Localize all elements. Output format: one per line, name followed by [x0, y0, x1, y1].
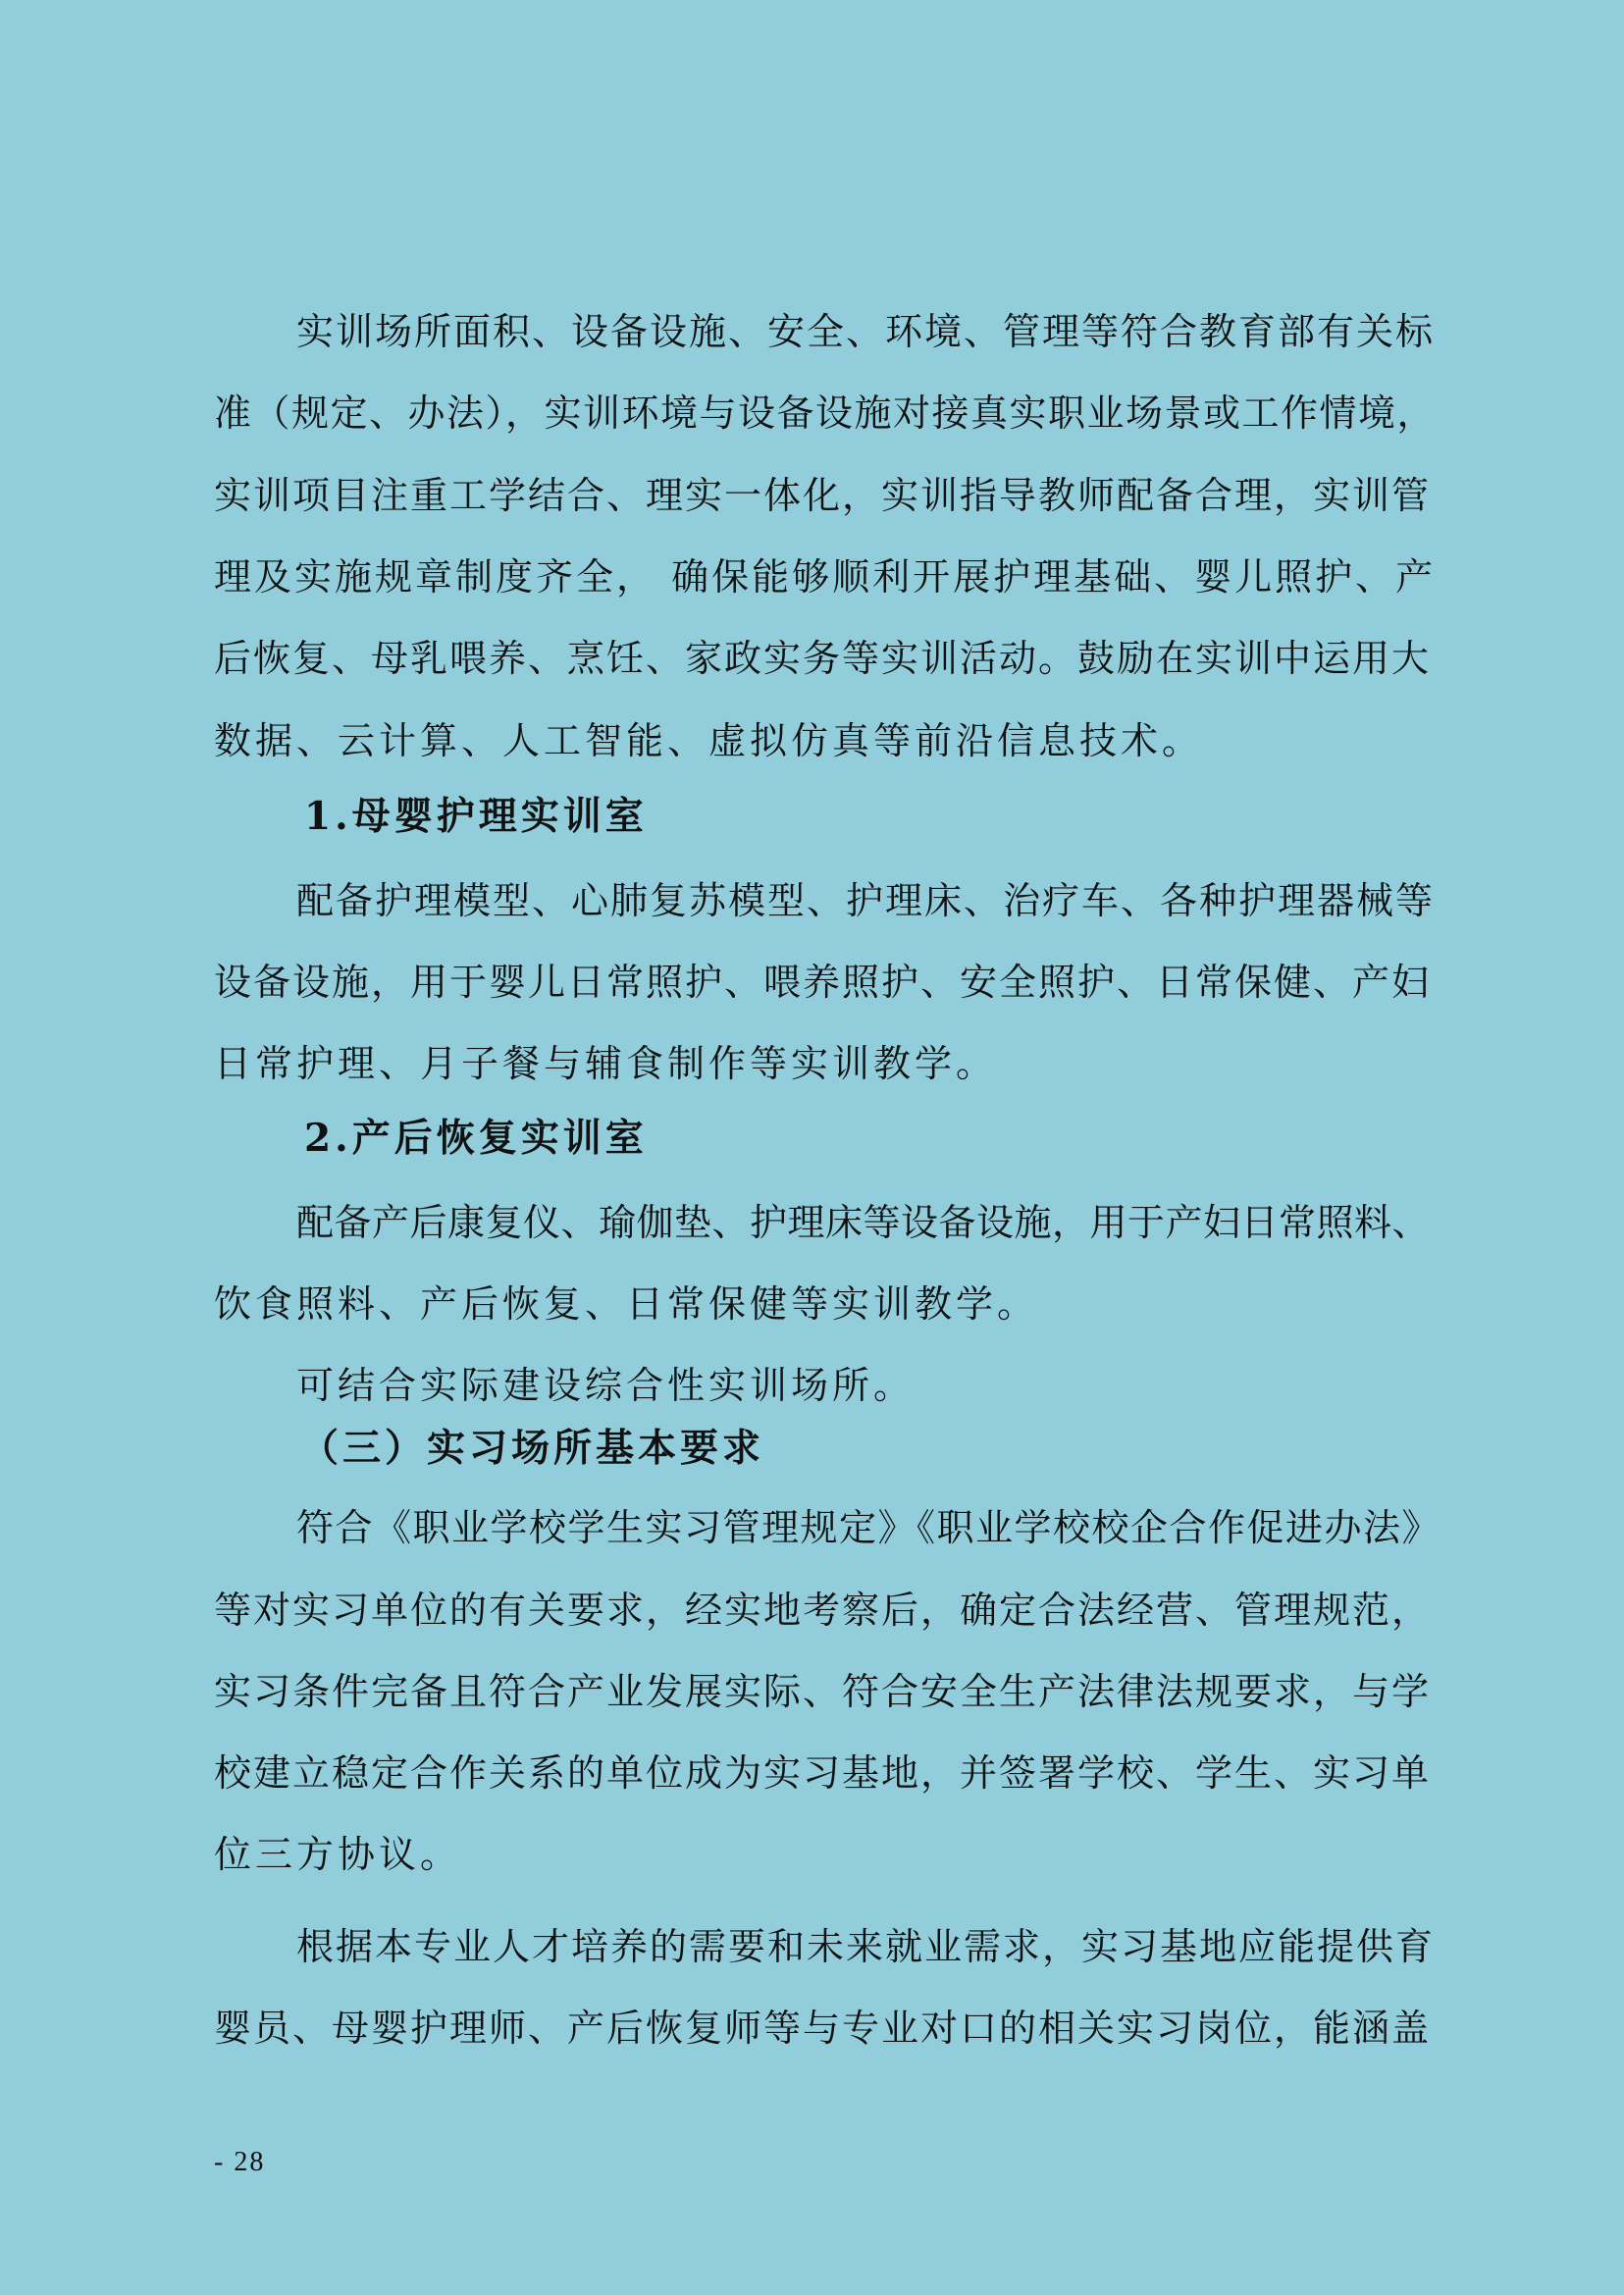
body-text-line: 配备产后康复仪、瑜伽垫、护理床等设备设施，用于产妇日常照料、 — [296, 1201, 1431, 1244]
body-text-line: 符合《职业学校学生实习管理规定》《职业学校校企合作促进办法》 — [296, 1506, 1441, 1549]
body-text-line: 饮食照料、产后恢复、日常保健等实训教学。 — [214, 1282, 1039, 1326]
body-text-line: 准（规定、办法），实训环境与设备设施对接真实职业场景或工作情境， — [214, 391, 1437, 435]
body-text-line: 实训场所面积、设备设施、安全、环境、管理等符合教育部有关标 — [296, 310, 1436, 353]
section-heading: 1.母婴护理实训室 — [304, 794, 648, 839]
body-text-line: 实习条件完备且符合产业发展实际、符合安全生产法律法规要求，与学 — [214, 1670, 1432, 1713]
body-text-line: 数据、云计算、人工智能、虚拟仿真等前沿信息技术。 — [214, 719, 1204, 762]
body-text-line: 后恢复、母乳喂养、烹饪、家政实务等实训活动。鼓励在实训中运用大 — [214, 637, 1432, 680]
body-text-line: 等对实习单位的有关要求，经实地考察后，确定合法经营、管理规范， — [214, 1589, 1432, 1632]
body-text-line: 配备护理模型、心肺复苏模型、护理床、治疗车、各种护理器械等 — [296, 879, 1436, 922]
body-text-line: 日常护理、月子餐与辅食制作等实训教学。 — [214, 1042, 998, 1085]
body-text-line: 位三方协议。 — [214, 1833, 462, 1876]
body-text-line: 可结合实际建设综合性实训场所。 — [296, 1364, 916, 1407]
section-heading: （三）实习场所基本要求 — [300, 1426, 765, 1471]
body-text-line: 校建立稳定合作关系的单位成为实习基地，并签署学校、学生、实习单 — [214, 1751, 1432, 1795]
body-text-line: 理及实施规章制度齐全， 确保能够顺利开展护理基础、婴儿照护、产 — [214, 555, 1437, 599]
body-text-line: 根据本专业人才培养的需要和未来就业需求，实习基地应能提供育 — [296, 1925, 1436, 1968]
page-number: - 28 — [214, 2147, 266, 2177]
body-text-line: 婴员、母婴护理师、产后恢复师等与专业对口的相关实习岗位，能涵盖 — [214, 2007, 1432, 2050]
section-heading: 2.产后恢复实训室 — [304, 1116, 648, 1161]
body-text-line: 实训项目注重工学结合、理实一体化，实训指导教师配备合理，实训管 — [214, 474, 1432, 517]
body-text-line: 设备设施，用于婴儿日常照护、喂养照护、安全照护、日常保健、产妇 — [214, 961, 1432, 1004]
